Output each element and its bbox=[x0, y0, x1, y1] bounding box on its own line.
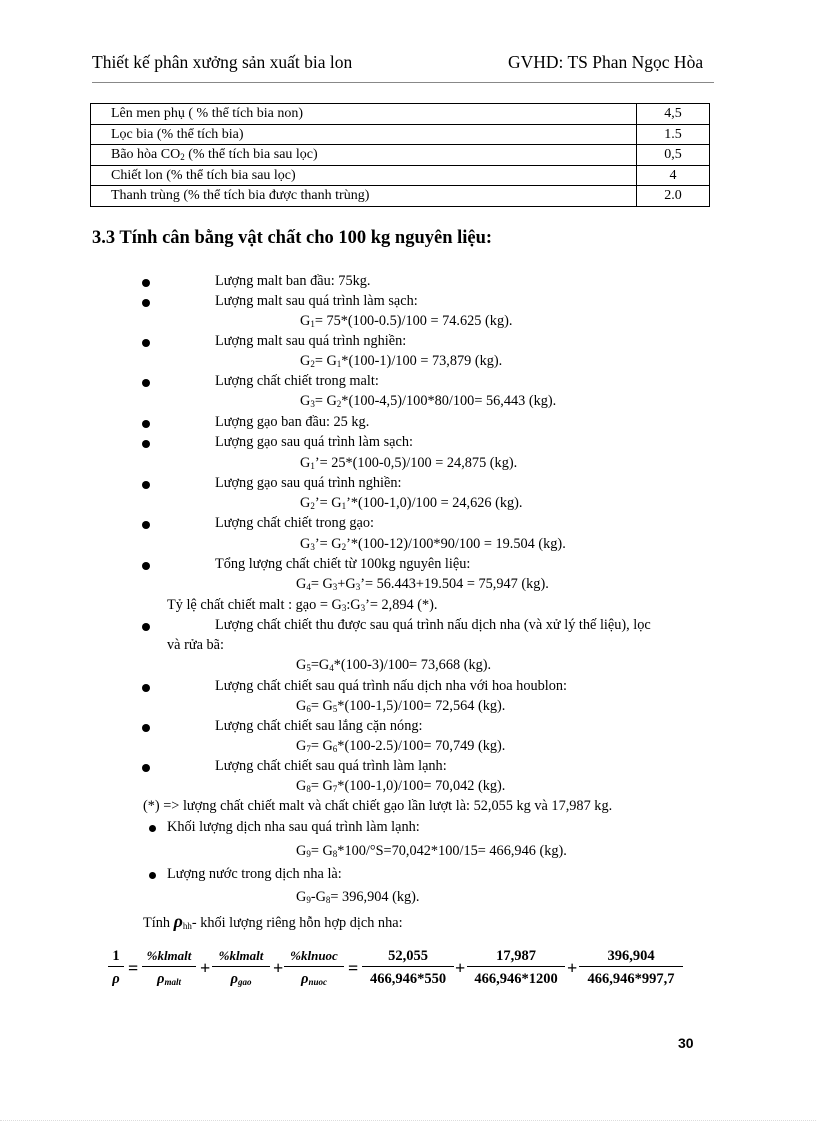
table-cell-value: 2.0 bbox=[637, 186, 710, 207]
item-formula: $G_2’=$ $G_1’*(100-1,0)/100 = 24,626$ (kg). bbox=[300, 495, 523, 511]
note-line: (*) => lượng chất chiết malt và chất chiết gạo lần lượt là: 52,055 kg và 17,987 kg. bbox=[143, 798, 613, 814]
bullet-icon bbox=[142, 379, 150, 387]
item-text: Lượng malt sau quá trình nghiền: bbox=[215, 333, 407, 349]
section-title: 3.3 Tính cân bằng vật chất cho 100 kg nguyên liệu: bbox=[92, 228, 493, 248]
bullet-icon bbox=[149, 825, 156, 832]
bullet-icon bbox=[142, 764, 150, 772]
fraction-lhs: $\frac{1}{\rho}$ bbox=[108, 946, 124, 991]
ratio-line: Tỷ lệ chất chiết malt : gạo = $G_3:G_3’= 2,894$ (*). bbox=[167, 597, 438, 613]
item-text: Lượng malt sau quá trình làm sạch: bbox=[215, 293, 418, 309]
table-row bbox=[91, 165, 710, 186]
item-formula: $G_9-G_8= 396,904$ (kg). bbox=[296, 889, 420, 905]
item-formula: $G_3’=$ $G_2’*(100-12)/100*90/100 = 19.504$ (kg). bbox=[300, 536, 566, 552]
label-part: (% thể tích bia sau lọc) bbox=[184, 147, 318, 163]
item-formula: $G_4=$ $G_3+G_3’= 56.443+19.504 = 75,947$ (kg). bbox=[296, 576, 549, 592]
plus-sign: + bbox=[273, 958, 284, 978]
table-row bbox=[91, 124, 710, 145]
table-cell-value: 1.5 bbox=[637, 124, 710, 145]
table-cell-value: 4 bbox=[637, 165, 710, 186]
bullet-icon bbox=[142, 339, 150, 347]
item-formula: $G_6= G_5*(100-1,5)/100= 72,564$ (kg). bbox=[296, 698, 506, 714]
table-cell-label: Lọc bia (% thể tích bia) bbox=[91, 124, 637, 145]
fraction-value-1: $\frac{52,055}{466,946*550}$ bbox=[362, 946, 454, 991]
table-cell-value: 0,5 bbox=[637, 145, 710, 166]
item-text: Lượng gạo sau quá trình làm sạch: bbox=[215, 434, 413, 450]
fraction-water: %klnuoc $\rho_{nuoc}$ bbox=[284, 946, 344, 991]
table-row bbox=[91, 145, 710, 166]
bullet-icon bbox=[142, 420, 150, 428]
bullet-icon bbox=[142, 279, 150, 287]
bullet-icon bbox=[142, 481, 150, 489]
item-text: Lượng chất chiết trong gạo: bbox=[215, 515, 375, 531]
density-formula bbox=[108, 946, 708, 994]
header-supervisor: GVHD: TS Phan Ngọc Hòa bbox=[508, 52, 704, 72]
item-text: Lượng chất chiết sau quá trình làm lạnh: bbox=[215, 758, 447, 774]
fraction-value-2: $\frac{17,987}{466,946*1200}$ bbox=[467, 946, 565, 991]
item-formula: $G_8= G_7*(100-1,0)/100= 70,042$ (kg). bbox=[296, 778, 506, 794]
table-row bbox=[91, 104, 710, 125]
item-text: Tổng lượng chất chiết từ 100kg nguyên liệu: bbox=[215, 556, 471, 572]
rho-symbol: ρ bbox=[173, 911, 183, 931]
bullet-icon bbox=[142, 562, 150, 570]
item-text: Lượng nước trong dịch nha là: bbox=[167, 866, 342, 882]
header-rule bbox=[92, 82, 714, 83]
loss-parameters-table bbox=[90, 103, 710, 207]
item-text: Lượng chất chiết sau lắng cặn nóng: bbox=[215, 718, 423, 734]
bullet-icon bbox=[142, 440, 150, 448]
table-cell-label: Lên men phụ ( % thể tích bia non) bbox=[91, 104, 637, 125]
plus-sign: + bbox=[455, 958, 466, 978]
bullet-icon bbox=[142, 521, 150, 529]
fraction-value-3: $\frac{396,904}{466,946*997,7}$ bbox=[579, 946, 683, 991]
item-text: Lượng chất chiết trong malt: bbox=[215, 373, 379, 389]
item-text: Lượng gạo ban đầu: 25 kg. bbox=[215, 414, 370, 430]
label-subscript: 2 bbox=[180, 152, 185, 163]
bullet-icon bbox=[142, 724, 150, 732]
bullet-icon bbox=[142, 684, 150, 692]
label-part: Bão hòa CO bbox=[111, 147, 181, 163]
item-formula: $G_9= G_8*100/^\circ S=70,042*100/15= 466,946$ (kg). bbox=[296, 843, 567, 859]
page-bottom-rule bbox=[0, 1120, 816, 1121]
item-formula: $G_7= G_6*(100-2.5)/100= 70,749$ (kg). bbox=[296, 738, 506, 754]
equals-sign: = bbox=[348, 958, 359, 978]
bullet-icon bbox=[149, 872, 156, 879]
item-text: Lượng gạo sau quá trình nghiền: bbox=[215, 475, 402, 491]
page-number: 30 bbox=[678, 1035, 694, 1051]
plus-sign: + bbox=[200, 958, 211, 978]
density-intro: Tính $\rho_{hh}-$ khối lượng riêng hỗn hợp dịch nha: bbox=[143, 911, 403, 931]
item-text-continued: và rửa bã: bbox=[167, 637, 224, 653]
item-formula: $G_2= G_1*(100-1)/100 = 73,879$ (kg). bbox=[300, 353, 503, 369]
item-text: Lượng malt ban đầu: 75kg. bbox=[215, 273, 371, 289]
bullet-icon bbox=[142, 299, 150, 307]
item-text: Lượng chất chiết thu được sau quá trình nấu dịch nha (và xử lý thế liệu), lọc bbox=[215, 617, 651, 633]
item-text: Khối lượng dịch nha sau quá trình làm lạnh: bbox=[167, 819, 420, 835]
item-formula: $G_5=G_4*(100-3)/100= 73,668$ (kg). bbox=[296, 657, 492, 673]
table-cell-label: Chiết lon (% thể tích bia sau lọc) bbox=[91, 165, 637, 186]
plus-sign: + bbox=[567, 958, 578, 978]
table-cell-label bbox=[91, 145, 637, 166]
header-document-title: Thiết kế phân xưởng sản xuất bia lon bbox=[92, 52, 353, 72]
item-formula: $G_3= G_2*(100-4,5)/100*80/100= 56,443$ (kg). bbox=[300, 393, 557, 409]
fraction-rice: %klmalt $\rho_{gao}$ bbox=[212, 946, 270, 991]
equals-sign: = bbox=[128, 958, 139, 978]
table-cell-value: 4,5 bbox=[637, 104, 710, 125]
item-text: Lượng chất chiết sau quá trình nấu dịch nha với hoa houblon: bbox=[215, 678, 568, 694]
bullet-icon bbox=[142, 623, 150, 631]
table-cell-label: Thanh trùng (% thể tích bia được thanh trùng) bbox=[91, 186, 637, 207]
item-formula: $G_1’= 25*(100-0,5)/100 = 24,875$ (kg). bbox=[300, 455, 518, 471]
table-row bbox=[91, 186, 710, 207]
fraction-malt: %klmalt $\rho_{malt}$ bbox=[142, 946, 196, 991]
item-formula: $G_1= 75*(100-0.5)/100 = 74.625$ (kg). bbox=[300, 313, 513, 329]
